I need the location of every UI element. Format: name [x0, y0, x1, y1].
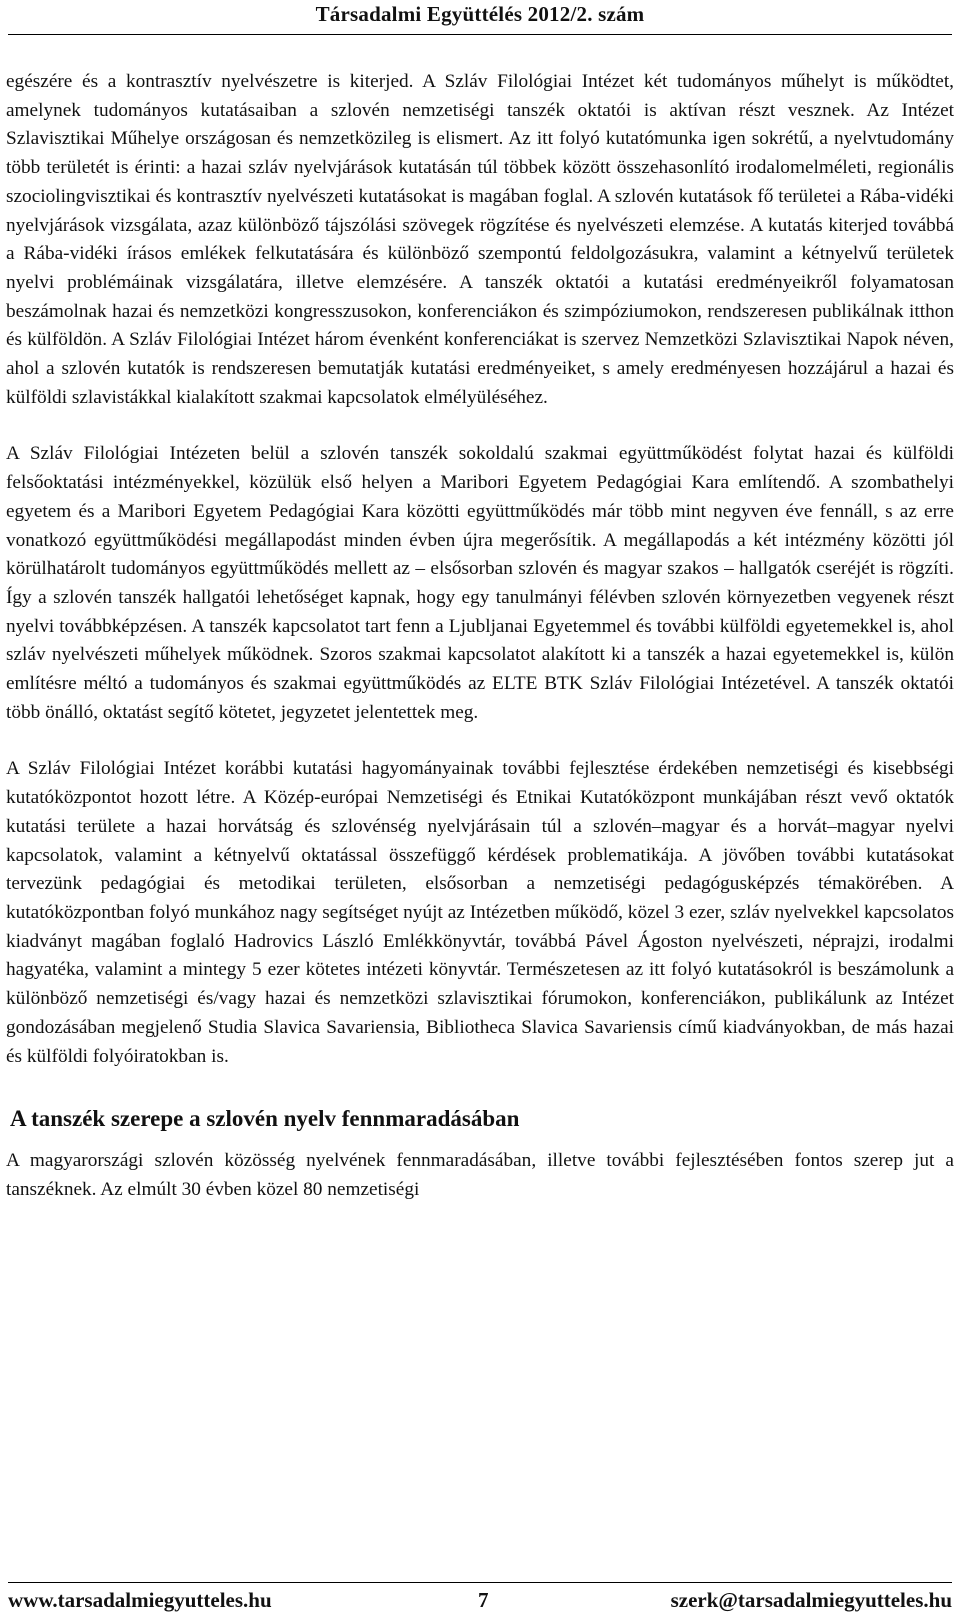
paragraph-3: A Szláv Filológiai Intézet korábbi kutatási hagyományainak további fejlesztése érdekében nemzetiségi és kisebbségi kutatóközpontot hozott létre. A Közép-európai Nemzetiségi és Etnikai Kutatóközpont munkájában részt vevő oktatók kutatási területe a hazai horvátság és szlovénség nyelvjárásain túl a szlovén–magyar és a horvát–magyar nyelvi kapcsolatok, valamint a kétnyelvű oktatással összefüggő kérdések problematikája. A jövőben további kutatásokat tervezünk pedagógiai és metodikai területen, elsősorban a nemzetiségi pedagógusképzés témakörében. A kutatóközpontban folyó munkához nagy segítséget nyújt az Intézetben működő, közel 3 ezer, szláv nyelvekkel kapcsolatos kiadványt magában foglaló Hadrovics László Emlékkönyvtár, továbbá Pável Ágoston nyelvészeti, néprajzi, irodalmi hagyatéka, valamint a mintegy 5 ezer kötetes intézeti könyvtár. Természetesen az itt folyó kutatásokról is beszámolunk a különböző nemzetiségi és/vagy hazai és nemzetközi szlavisztikai fórumokon, konferenciákon, publikálunk az Intézet gondozásában megjelenő Studia Slavica Savariensia, Bibliotheca Slavica Savariensis című kiadványokban, de más hazai és külföldi folyóiratokban is.: [6, 758, 954, 1067]
running-header: [0, 2, 960, 27]
footer-email-link[interactable]: szerk@tarsadalmiegyutteles.hu: [670, 1588, 952, 1612]
footer-website-link[interactable]: www.tarsadalmiegyutteles.hu: [8, 1588, 272, 1612]
paragraph-2: A Szláv Filológiai Intézeten belül a szlovén tanszék sokoldalú szakmai együttműködést folytat hazai és külföldi felsőoktatási intézményekkel, közülük első helyen a Maribori Egyetem Pedagógiai Kara említendő. A szombathelyi egyetem és a Maribori Egyetem Pedagógiai Kara közötti együttműködés már több mint negyven éve fennáll, s az erre vonatkozó együttműködési megállapodást minden évben újra megerősítik. A megállapodás a két intézmény közötti jól körülhatárolt tudományos együttműködés mellett az – elsősorban szlovén és magyar szakos – hallgatók cseréjét is rögzíti. Így a szlovén tanszék hallgatói lehetőséget kapnak, hogy egy tanulmányi félévben szlovén környezetben vegyenek részt nyelvi továbbképzésen. A tanszék kapcsolatot tart fenn a Ljubljanai Egyetemmel és további külföldi egyetemekkel is, ahol szláv nyelvészeti műhelyek működnek. Szoros szakmai kapcsolatot alakított ki a tanszék a hazai egyetemekkel is, külön említésre méltó a tudományos és szakmai együttműködés az ELTE BTK Szláv Filológiai Intézetével. A tanszék oktatói több önálló, oktatást segítő kötetet, jegyzetet jelentettek meg.: [6, 443, 954, 723]
page-footer: [8, 1588, 952, 1618]
page-number: 7: [478, 1588, 489, 1612]
header-divider: [8, 34, 952, 35]
section-heading: A tanszék szerepe a szlovén nyelv fennmaradásában: [10, 1106, 520, 1132]
paragraph-1: egészére és a kontrasztív nyelvészetre is kiterjed. A Szláv Filológiai Intézet két tudományos műhelyt is működtet, amelynek tudományos kutatásaiban a szlovén nemzetiségi tanszék oktatói is aktívan részt vesznek. Az Intézet Szlavisztikai Műhelye országosan és nemzetközileg is elismert. Az itt folyó kutatómunka igen sokrétű, a nyelvtudomány több területét is érinti: a hazai szláv nyelvjárások kutatásán túl többek között összehasonlító irodalomelméleti, regionális szociolingvisztikai és kontrasztív nyelvészeti kutatásokat is magában foglal. A szlovén kutatások fő területei a Rába-vidéki nyelvjárások vizsgálata, azaz különböző tájszólási szövegek rögzítése és nyelvészeti elemzése. A kutatás kiterjed továbbá a Rába-vidéki írásos emlékek felkutatására és különböző szempontú feldolgozásukra, valamint a kétnyelvű területek nyelvi problémáinak vizsgálatára, illetve elemzésére. A tanszék oktatói a kutatási eredményeikről folyamatosan beszámolnak hazai és nemzetközi kongresszusokon, konferenciákon és szimpóziumokon, rendszeresen publikálnak itthon és külföldön. A Szláv Filológiai Intézet három évenként konferenciákat is szervez Nemzetközi Szlavisztikai Napok néven, ahol a szlovén kutatók is rendszeresen bemutatják kutatási eredményeiket, s amely eredményesen hozzájárul a hazai és külföldi szlavistákkal kialakított szakmai kapcsolatok elmélyüléséhez.: [6, 71, 954, 408]
article-body: [6, 68, 954, 1205]
journal-title: Társadalmi Együttélés 2012/2. szám: [315, 2, 645, 26]
footer-divider: [8, 1582, 952, 1583]
section-paragraph: A magyarországi szlovén közösség nyelvének fennmaradásában, illetve további fejlesztésében fontos szerep jut a tanszéknek. Az elmúlt 30 évben közel 80 nemzetiségi: [6, 1150, 954, 1200]
